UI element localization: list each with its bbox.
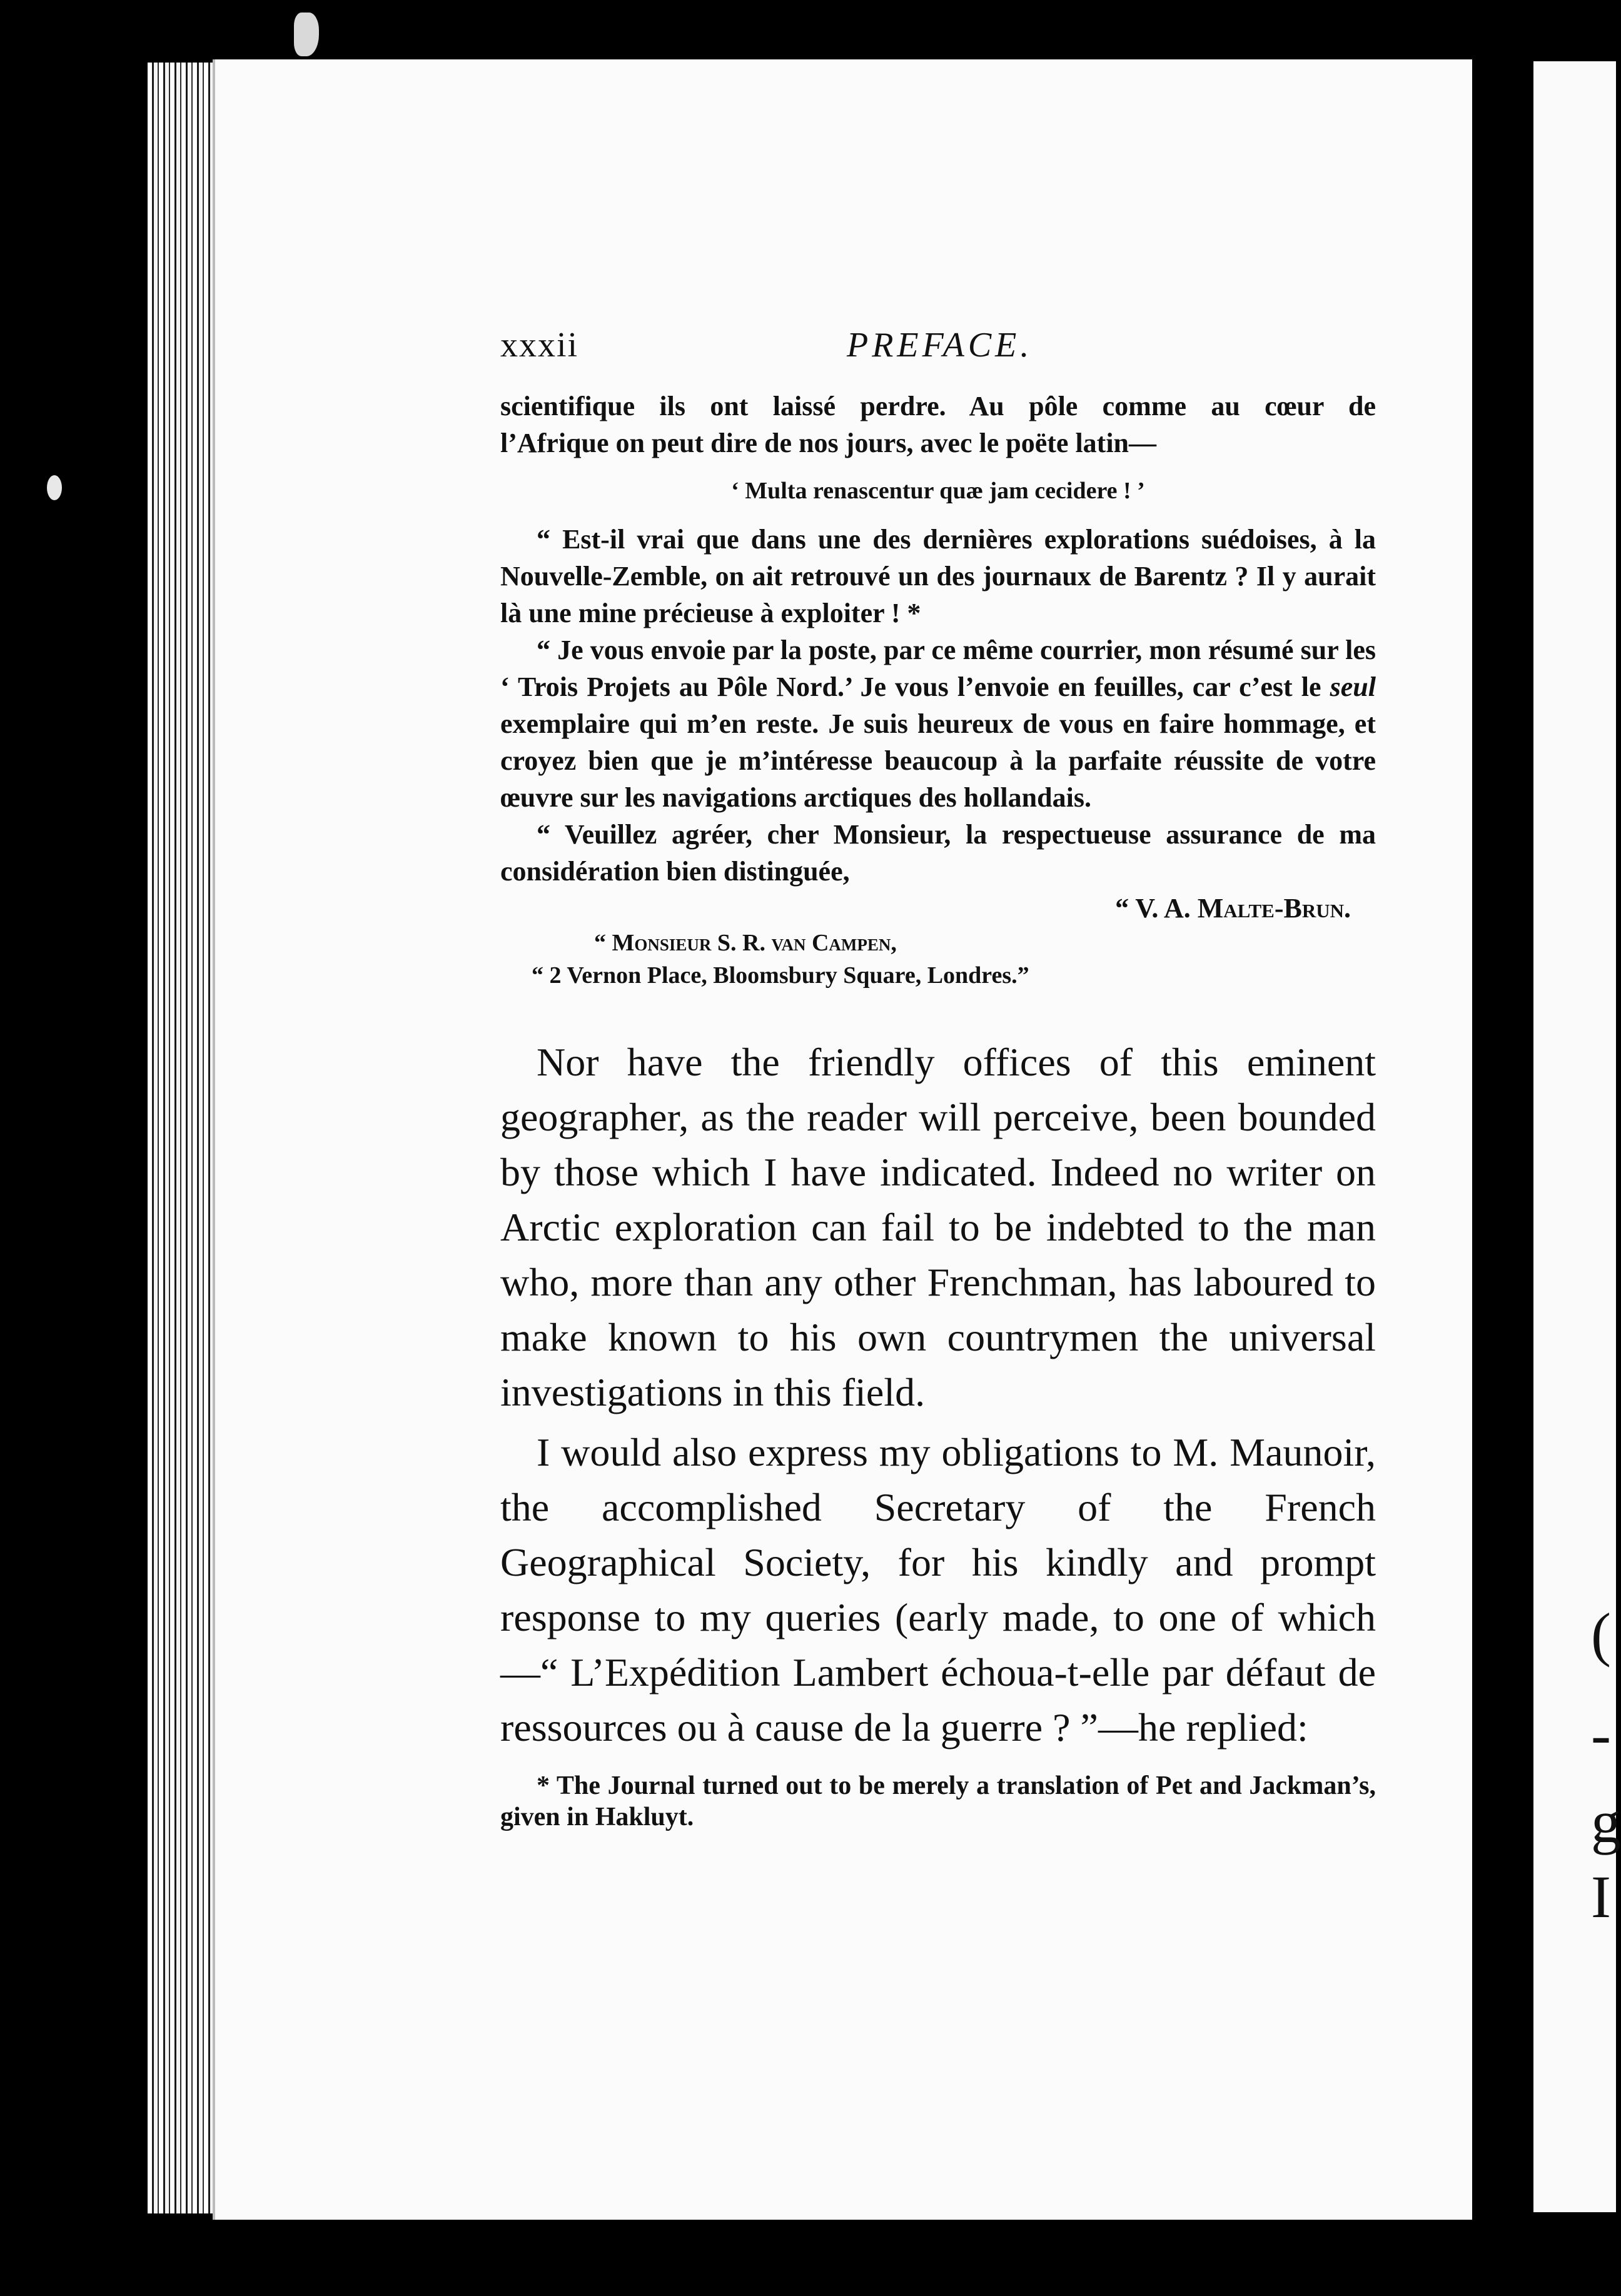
- letter-paragraph: “ Veuillez agréer, cher Monsieur, la respectueuse assurance de ma considération bien distinguée,: [500, 819, 1376, 887]
- running-title: PREFACE.: [847, 326, 1033, 365]
- footnote: * The Journal turned out to be merely a translation of Pet and Jackman’s, given in Hakluyt.: [500, 1771, 1376, 1831]
- italic-word: seul: [1330, 672, 1376, 702]
- page-number: xxxii: [500, 326, 579, 365]
- running-header: [500, 325, 1033, 375]
- letter-address: “ Monsieur S. R. van Campen,: [594, 930, 897, 956]
- letter-line: l’Afrique on peut dire de nos jours, avec le poëte latin—: [500, 428, 1157, 458]
- letter-signature: “ V. A. Malte-Brun.: [1115, 893, 1351, 924]
- facing-page-edge: ( - g I: [1533, 61, 1616, 2212]
- body-paragraph: Nor have the friendly offices of this eminent geographer, as the reader will perceive, been bounded by those which I have indicated. Indeed no writer on Arctic exploration can fail to be indebted to the man who, more than any other Frenchman, has laboured to make known to his own countrymen the universal investigations in this field.: [500, 1040, 1376, 1414]
- letter-address: “ 2 Vernon Place, Bloomsbury Square, Londres.”: [532, 962, 1029, 989]
- letter-paragraph: “ Je vous envoie par la poste, par ce même courrier, mon résumé sur les ‘ Trois Projets au Pôle Nord.’ Je vous l’envoie en feuilles, car c’est le seul exemplaire qui m’en reste. Je suis heureux de vous en faire hommage, et croyez bien que je m’intéresse beaucoup à la parfaite réussite de votre œuvre sur les navigations arctiques des hollandais.: [500, 635, 1376, 813]
- main-text: [500, 1035, 1376, 1833]
- body-paragraph: I would also express my obligations to M. Maunoir, the accomplished Secretary of the French Geographical Society, for his kindly and prompt response to my queries (early made, to one of which —“ L’Expédition Lambert échoua-t-elle par défaut de ressources ou à cause de la guerre ? ”—he replied:: [500, 1430, 1376, 1750]
- letter-line: scientifique ils ont laissé perdre. Au pôle comme au cœur de: [500, 391, 1376, 421]
- latin-quote: ‘ Multa renascentur quæ jam cecidere ! ’: [731, 478, 1145, 504]
- page-edge-stack: [148, 63, 216, 2213]
- letter-paragraph: “ Est-il vrai que dans une des dernières explorations suédoises, à la Nouvelle-Zemble, on ait retrouvé un des journaux de Barentz ? Il y aurait là une mine précieuse à exploiter ! *: [500, 524, 1376, 628]
- page-damage-speck: [47, 475, 62, 500]
- page-damage-speck: [294, 13, 319, 56]
- letter-block: [500, 388, 1376, 992]
